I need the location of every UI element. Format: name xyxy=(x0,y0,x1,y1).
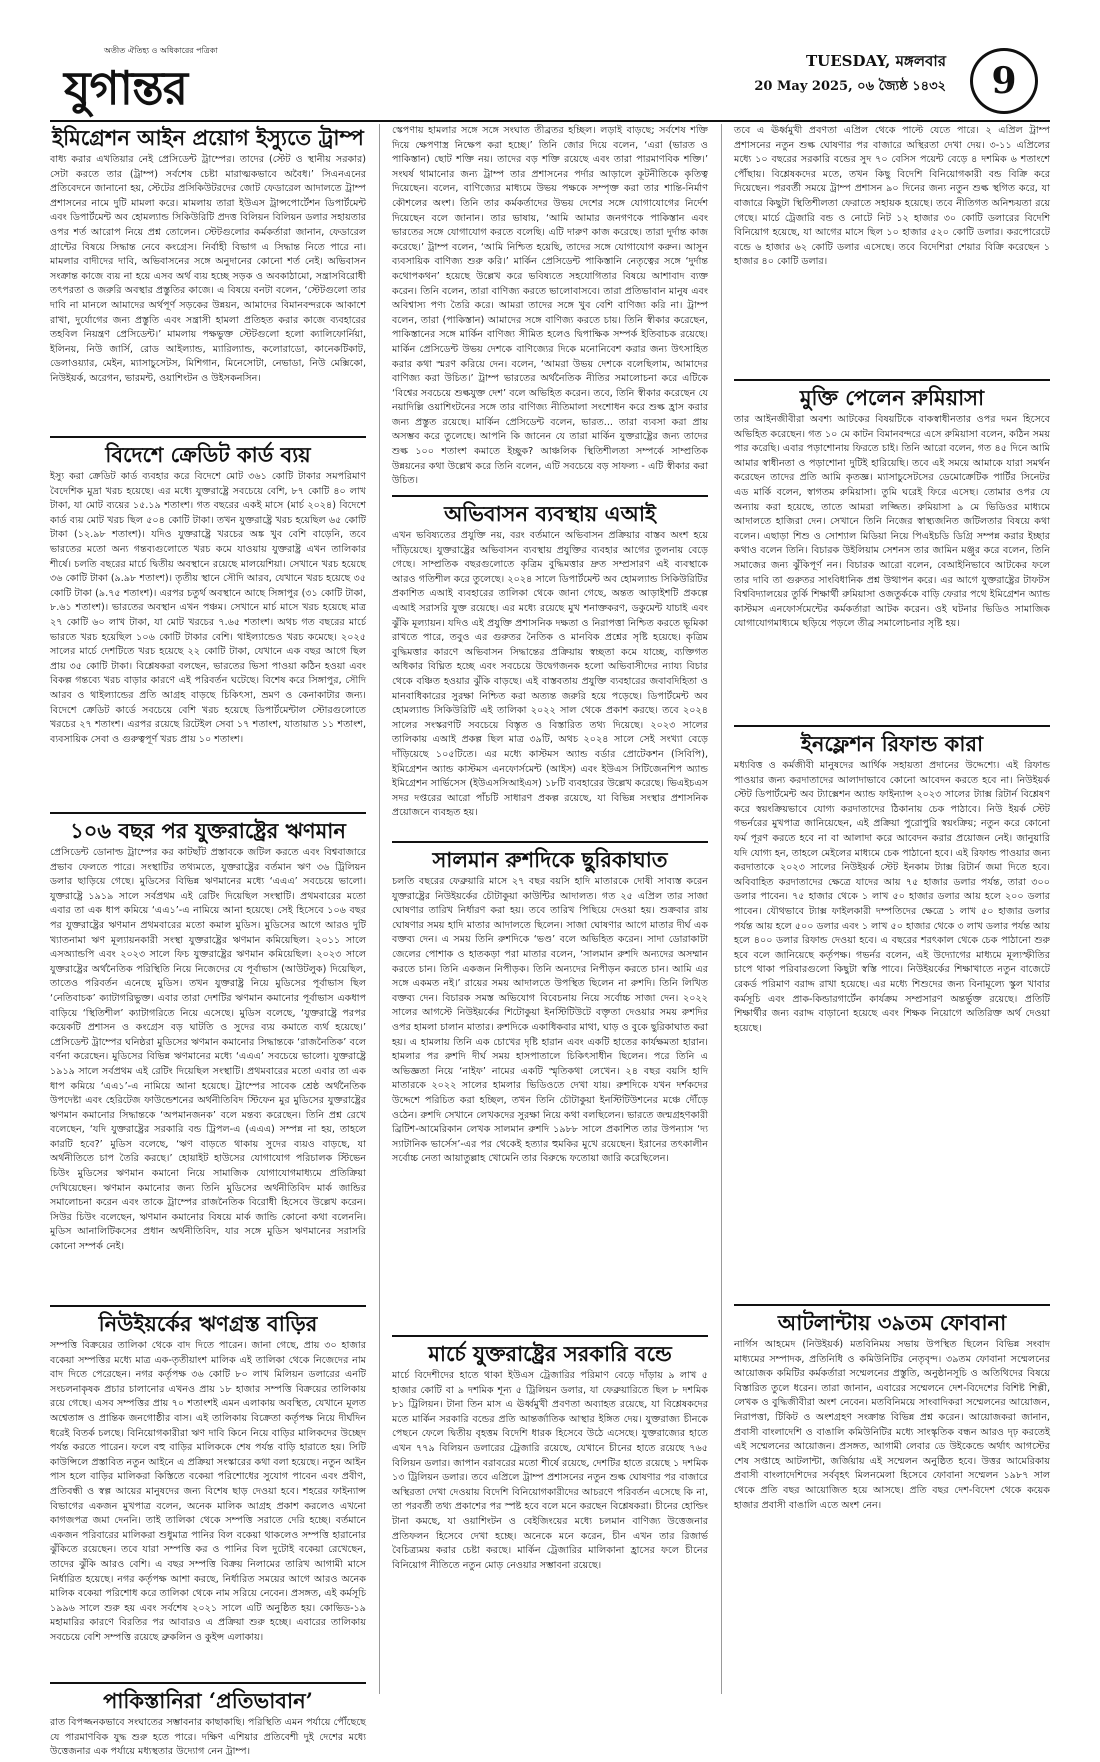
article-headline[interactable]: অভিবাসন ব্যবস্থায় এআই xyxy=(392,495,708,526)
article-body: রাত বিপজ্জনকভাবে সংঘাতের সম্ভাবনার কাছাকাছি। পরিস্থিতি এমন পর্যায়ে পৌঁছেছে যে পারমাণবিক যুদ্ধ শুরু হতে পারে। দক্ষিণ এশিয়ার প্রতিবেশী দুই দেশের মধ্যে উত্তেজনার এক পর্যায়ে মধ্যস্থতার উদ্যোগ নেন ট্রাম্প। xyxy=(50,1717,366,1758)
article-headline[interactable]: আটলান্টায় ৩৯তম ফোবানা xyxy=(734,1304,1050,1335)
dateline-date: 20 May 2025, ০৬ জ্যৈষ্ঠ ১৪৩২ xyxy=(754,79,946,94)
article-headline[interactable]: পাকিস্তানিরা ‘প্রতিভাবান’ xyxy=(50,1682,366,1713)
dateline-weekday: TUESDAY, মঙ্গলবার xyxy=(805,52,946,70)
article-headline[interactable]: নিউইয়র্কের ঋণগ্রস্ত বাড়ির xyxy=(50,1305,366,1336)
article-body: স্কেপণায় হামলার সঙ্গে সঙ্গে সংঘাত তীব্রতর হচ্ছিল। লড়াই বাড়ছে; সর্বশেষ শক্তি দিয়ে ক্ষেপণাস্ত্র নিক্ষেপ করা হচ্ছে।’ তিনি জোর দিয়ে বলেন, ‘এরা (ভারত ও পাকিস্তান) ছোট শক্তি নয়। তাদের বড় শক্তি রয়েছে এবং তারা পারমাণবিক শক্তি।’ সংঘর্ষ থামানোর জন্য ট্রাম্প তার প্রশাসনের পর্দার আড়ালে কূটনীতিকে কৃতিত্ব দিয়েছেন। বলেন, বাণিজ্যের মাধ্যমে উভয় পক্ষকে সম্পৃক্ত করা তার শান্তি-নির্মাণ কৌশলের অংশ। তিনি তার কর্মকর্তাদের উভয় দেশের সঙ্গে যোগাযোগের নির্দেশ দিয়েছেন বলে জানান। তার ভাষায়, ‘আমি আমার জনগণকে পাকিস্তান এবং ভারতের সঙ্গে যোগাযোগ করতে বলেছি। এটি দারুণ কাজ করেছে। তারা দুর্দান্ত কাজ করেছে।’ ট্রাম্প বলেন, ‘আমি নিশ্চিত হয়েছি, তাদের সঙ্গে যোগাযোগ করুন। আসুন ব্যবসায়িক বাণিজ্য শুরু করি।’ মার্কিন প্রেসিডেন্ট পাকিস্তানি নেতৃত্বের সঙ্গে ‘দুর্দান্ত কথোপকথন’ হয়েছে উল্লেখ করে ভবিষ্যতে সহযোগিতার বিষয়ে আশাবাদ ব্যক্ত করেন। তিনি বলেন, তারা বাণিজ্য করতে ভালোবাসবে। তারা প্রতিভাবান মানুষ এবং অবিশ্বাস্য পণ্য তৈরি করে। আমরা তাদের সঙ্গে খুব বেশি বাণিজ্য করি না। ট্রাম্প বলেন, তারা (পাকিস্তান) আমাদের সঙ্গে বাণিজ্য করতে চায়। তিনি স্বীকার করেছেন, পাকিস্তানের সঙ্গে মার্কিন বাণিজ্য সীমিত হলেও দ্বিপাক্ষিক সম্পর্ক ইতিবাচক রয়েছে। মার্কিন প্রেসিডেন্ট উভয় দেশকে বাণিজ্যের দিকে মনোনিবেশ করার জন্য উৎসাহিত করার কথা স্মরণ করিয়ে দেন। বলেন, ‘আমরা উভয় দেশকে বলেছিলাম, আমাদের বাণিজ্য করা উচিত।’ ট্রাম্প ভারতের অর্থনৈতিক নীতির সমালোচনা করে এটিকে ‘বিশ্বের সবচেয়ে শুল্কযুক্ত দেশ’ বলে অভিহিত করেন। তবে, তিনি স্বীকার করেছেন যে নয়াদিল্লি ওয়াশিংটনের সঙ্গে তার বাণিজ্য নীতিমালা সংশোধন করে শুল্ক হ্রাস করার জন্য প্রস্তুত রয়েছে। মার্কিন প্রেসিডেন্ট বলেন, ভারত... তারা ব্যবসা করা প্রায় অসম্ভব করে তুলেছে। আপনি কি জানেন যে তারা মার্কিন যুক্তরাষ্ট্রের জন্য তাদের শুল্ক ১০০ শতাংশ কমাতে ইচ্ছুক? আঞ্চলিক স্থিতিশীলতা সম্পর্কে সাম্প্রতিক উন্নয়নের কথা উল্লেখ করে তিনি বলেন, এটি সবচেয়ে বড় সাফল্য - এটি স্বীকার করা উচিত। xyxy=(392,125,708,487)
article-headline[interactable]: ইমিগ্রেশন আইন প্রয়োগ ইস্যুতে ট্রাম্প xyxy=(52,125,364,150)
article-body: নার্গিস আহমেদ (নিউইয়র্ক) মতবিনিময় সভায় উপস্থিত ছিলেন বিভিন্ন সংবাদ মাধ্যমের সম্পাদক, প্রতিনিধি ও কমিউনিটির নেতৃবৃন্দ। ৩৯তম ফোবানা সম্মেলনের আয়োজক কমিটির কর্মকর্তারা সম্মেলনের প্রস্তুতি, অনুষ্ঠানসূচি ও অতিথিদের বিষয়ে বিস্তারিত তুলে ধরেন। তারা জানান, এবারের সম্মেলনে দেশ-বিদেশের বিশিষ্ট শিল্পী, লেখক ও বুদ্ধিজীবীরা অংশ নেবেন। মতবিনিময়ে সাংবাদিকরা সম্মেলনের আয়োজন, নিরাপত্তা, টিকিট ও অংশগ্রহণ সংক্রান্ত বিভিন্ন প্রশ্ন করেন। আয়োজকরা জানান, প্রবাসী বাংলাদেশি ও বাঙালি কমিউনিটির মধ্যে সাংস্কৃতিক বন্ধন আরও দৃঢ় করতেই এই সম্মেলনের আয়োজন। প্রসঙ্গত, আগামী লেবার ডে উইকেন্ডে অর্থাৎ আগস্টের শেষ সপ্তাহে আটলান্টা, জর্জিয়ায় এই সম্মেলন অনুষ্ঠিত হবে। উত্তর আমেরিকায় প্রবাসী বাংলাদেশিদের সর্ববৃহৎ মিলনমেলা হিসেবে ফোবানা সম্মেলন ১৯৮৭ সাল থেকে প্রতি বছর আয়োজিত হয়ে আসছে। প্রতি বছর দেশ-বিদেশ থেকে কয়েক হাজার প্রবাসী বাঙালি এতে অংশ নেন। xyxy=(734,1339,1050,1511)
newspaper-logo xyxy=(56,44,256,116)
article-body: এখন ভবিষ্যতের প্রযুক্তি নয়, বরং বর্তমানে অভিবাসন প্রক্রিয়ার বাস্তব অংশ হয়ে দাঁড়িয়েছে। যুক্তরাষ্ট্রের অভিবাসন ব্যবস্থায় প্রযুক্তির ব্যবহার আগের তুলনায় বেড়ে গেছে। সাম্প্রতিক বছরগুলোতে কৃত্রিম বুদ্ধিমত্তার দ্রুত সম্প্রসারণ এই ব্যবস্থাকে আরও গতিশীল করে তুলেছে। ২০২৪ সালে ডিপার্টমেন্ট অব হোমল্যান্ড সিকিউরিটির প্রকাশিত এআই ব্যবহারের তালিকা থেকে জানা গেছে, অন্তত আড়াইশটি প্রকল্পে এআই সরাসরি যুক্ত রয়েছে। এর মধ্যে রয়েছে মুখ শনাক্তকরণ, ডকুমেন্ট যাচাই এবং ঝুঁকি মূল্যায়ন। যদিও এই প্রযুক্তি প্রশাসনিক দক্ষতা ও নিরাপত্তা নিশ্চিত করতে ভূমিকা রাখতে পারে, তবুও এর গুরুতর নৈতিক ও মানবিক প্রশ্নের সৃষ্টি হয়েছে। কৃত্রিম বুদ্ধিমত্তার কারণে অভিবাসন সিদ্ধান্তের প্রক্রিয়ায় স্বচ্ছতা কমে যাচ্ছে, ব্যক্তিগত অধিকার বিঘ্নিত হচ্ছে এবং সবচেয়ে উদ্বেগজনক হলো অভিবাসীদের ন্যায্য বিচার থেকে বঞ্চিত হওয়ার ঝুঁকি বাড়ছে। এই বাস্তবতায় প্রযুক্তি ব্যবহারের জবাবদিহিতা ও মানবাধিকারের সুরক্ষা নিশ্চিত করা অত্যন্ত জরুরি হয়ে পড়েছে। ডিপার্টমেন্ট অব হোমল্যান্ড সিকিউরিটি এই তালিকা ২০২২ সাল থেকে প্রকাশ করছে। তবে ২০২৪ সালের সংস্করণটি সবচেয়ে বিস্তৃত ও বিস্তারিত তথ্য দিয়েছে। ২০২৩ সালের তালিকায় এআই প্রকল্প ছিল মাত্র ৩৯টি, অথচ ২০২৪ সালে সেই সংখ্যা বেড়ে দাঁড়িয়েছে ১০৫টিতে। এর মধ্যে কাস্টমস অ্যান্ড বর্ডার প্রোটেকশন (সিবিপি), ইমিগ্রেশন অ্যান্ড কাস্টমস এনফোর্সমেন্ট (আইস) এবং ইউএস সিটিজেনশিপ অ্যান্ড ইমিগ্রেশন সার্ভিসেস (ইউএসসিআইএস) ১৮টি ব্যবহারের উল্লেখ করেছে। ভিএইচএস সদর দপ্তরের আরো পাঁচটি সাধারণ প্রকল্প রয়েছে, যা বিভিন্ন সংস্থার প্রশাসনিক প্রয়োজনে ব্যবহৃত হয়। xyxy=(392,530,708,819)
article-headline[interactable]: ইনফ্লেশন রিফান্ড কারা xyxy=(734,725,1050,756)
logo-tagline: অতীত ঐতিহ্য ও অধিকারের পত্রিকা xyxy=(104,46,218,55)
article-body: মধ্যবিত্ত ও কর্মজীবী মানুষদের আর্থিক সহায়তা প্রদানের উদ্দেশ্যে। এই রিফান্ড পাওয়ার জন্য করদাতাদের আলাদাভাবে কোনো আবেদন করতে হবে না। নিউইয়র্ক স্টেট ডিপার্টমেন্ট অব ট্যাক্সেশন অ্যান্ড ফাইন্যান্স ২০২৩ সালের ট্যাক্স রিটার্ন বিশ্লেষণ করে স্বয়ংক্রিয়ভাবে যোগ্য করদাতাদের ঠিকানায় চেক পাঠাবে। নিউ ইয়র্ক স্টেট গভর্নরের মুখপাত্র জানিয়েছেন, এই প্রক্রিয়া পুরোপুরি স্বয়ংক্রিয়; নতুন করে কোনো ফর্ম পূরণ করতে হবে না বা আলাদা করে আবেদন করার প্রয়োজন নেই। জানুয়ারি যদি যোগ্য হন, তাহলে মেইলের মাধ্যমে চেক পাঠানো হবে। এই রিফান্ড পাওয়ার জন্য করদাতাকে ২০২৩ সালের নিউইয়র্ক স্টেট ইনকাম ট্যাক্স রিটার্ন জমা দিতে হবে। অবিবাহিত করদাতাদের ক্ষেত্রে যাদের আয় ৭৫ হাজার ডলার পর্যন্ত, তারা ৩০০ ডলার পাবেন। ৭৫ হাজার থেকে ১ লাখ ৫০ হাজার ডলার আয় হলে ২০০ ডলার পাবেন। যৌথভাবে ট্যাক্স ফাইলকারী দম্পতিদের ক্ষেত্রে ১ লাখ ৫০ হাজার ডলার পর্যন্ত আয় হলে ৫০০ ডলার এবং ১ লাখ ৫০ হাজার থেকে ৩ লাখ ডলার পর্যন্ত আয় হলে ৪০০ ডলার রিফান্ড দেওয়া হবে। এ বছরের শরৎকাল থেকে চেক পাঠানো শুরু হবে বলে জানিয়েছে কর্তৃপক্ষ। গভর্নর বলেন, এই উদ্যোগের মাধ্যমে মূল্যস্ফীতির চাপে থাকা পরিবারগুলো কিছুটা স্বস্তি পাবে। নিউইয়র্কের শিক্ষাখাতে নতুন বাজেটে রেকর্ড পরিমাণ বরাদ্দ রাখা হয়েছে। এর মধ্যে শিশুদের জন্য বিনামূল্যে স্কুল খাবার কর্মসূচি এবং প্রাক-কিন্ডারগার্টেন কার্যক্রম সম্প্রসারণ অন্তর্ভুক্ত রয়েছে। প্রতিটি শিক্ষার্থীর জন্য বরাদ্দ বাড়ানো হয়েছে এবং শিক্ষক নিয়োগে অতিরিক্ত অর্থ দেওয়া হয়েছে। xyxy=(734,760,1050,1034)
article-headline[interactable]: ১০৬ বছর পর যুক্তরাষ্ট্রের ঋণমান xyxy=(50,812,366,843)
article-body: মার্চে বিদেশীদের হাতে থাকা ইউএস ট্রেজারির পরিমাণ বেড়ে দাঁড়ায় ৯ লাখ ৫ হাজার কোটি বা ৯ দশমিক শূন্য ৫ ট্রিলিয়ন ডলার, যা ফেব্রুয়ারিতে ছিল ৮ দশমিক ৮১ ট্রিলিয়ন। টানা তিন মাস এ ঊর্ধ্বমুখী প্রবণতা অব্যাহত রয়েছে, যা বিশ্লেষকদের মতে মার্কিন সরকারি বন্ডের প্রতি আন্তর্জাতিক আস্থার ইঙ্গিত দেয়। যুক্তরাজ্য চীনকে পেছনে ফেলে দ্বিতীয় বৃহত্তম বিদেশি ধারক হিসেবে উঠে এসেছে। যুক্তরাজ্যের হাতে এখন ৭৭৯ বিলিয়ন ডলারের ট্রেজারি রয়েছে, যেখানে চীনের হাতে রয়েছে ৭৬৫ বিলিয়ন ডলার। জাপান বরাবরের মতো শীর্ষে রয়েছে, দেশটির হাতে রয়েছে ১ দশমিক ১৩ ট্রিলিয়ন ডলার। তবে এপ্রিলে ট্রাম্প প্রশাসনের নতুন শুল্ক ঘোষণার পর বাজারে অস্থিরতা দেখা দেওয়ায় বিদেশি বিনিয়োগকারীদের আচরণে পরিবর্তন এসেছে কি না, তা পরবর্তী তথ্য প্রকাশের পর স্পষ্ট হবে বলে মনে করছেন বিশ্লেষকরা। চীনের হোল্ডিং টানা কমছে, যা ওয়াশিংটন ও বেইজিংয়ের মধ্যে চলমান বাণিজ্য উত্তেজনার প্রতিফলন হিসেবে দেখা হচ্ছে। অনেকে মনে করেন, চীন এখন তার রিজার্ভ বৈচিত্র্যময় করার চেষ্টা করছে। মার্কিন ট্রেজারির মালিকানা হ্রাসের ফলে চীনের বিনিয়োগ নীতিতে নতুন মোড় নেওয়ার সম্ভাবনা রয়েছে। xyxy=(392,1370,708,1571)
article-headline[interactable]: সালমান রুশদিকে ছুরিকাঘাত xyxy=(392,841,708,872)
article-headline[interactable]: মুক্তি পেলেন রুমিয়াসা xyxy=(734,379,1050,410)
article-body: তার আইনজীবীরা অবশ্য আটকের বিষয়টিকে বাকস্বাধীনতার ওপর দমন হিসেবে অভিহিত করেছেন। গত ১০ মে কাটন বিমানবন্দরে এসে রুমিয়াসা বলেন, কঠিন সময় পার করেছি। এবার পড়াশোনায় ফিরতে চাই। তিনি আরো বলেন, গত ৪৫ দিনে আমি আমার স্বাধীনতা ও পড়াশোনা দুটিই হারিয়েছি। তবে এই সময়ে আমাকে যারা সমর্থন করেছেন তাদের প্রতি আমি কৃতজ্ঞ। ম্যাসাচুসেটসের ডেমোক্রেটিক পার্টির সিনেটর এড মার্কি বলেন, স্বাগতম রুমিয়াসা। তুমি ঘরেই ফিরে এসেছ। তোমার ওপর যে অন্যায় করা হয়েছে, তাতে আমরা লজ্জিত। রুমিয়াসা ৯ মে ভিডিওর মাধ্যমে আদালতে হাজিরা দেন। সেখানে তিনি নিজের স্বাস্থ্যজনিত জটিলতার বিষয়ে কথা বলেন। এছাড়া শিশু ও সোশ্যাল মিডিয়া নিয়ে পিএইচডি ডিগ্রি সম্পন্ন করার ইচ্ছার কথাও বলেন তিনি। বিচারক উইলিয়াম সেশনস তার জামিন মঞ্জুর করে বলেন, তিনি সমাজের জন্য ঝুঁকিপূর্ণ নন। বিচারক আরো বলেন, বেআইনিভাবে আটকের ফলে তার দাবি তা গুরুতর সাংবিধানিক প্রশ্ন উত্থাপন করে। এর আগে যুক্তরাষ্ট্রের টাফটস বিশ্ববিদ্যালয়ের তুর্কি শিক্ষার্থী রুমিয়াসা ওজতুর্ককে বাড়ি ফেরার পথে ইমিগ্রেশন অ্যান্ড কাস্টমস এনফোর্সমেন্টের কর্মকর্তারা আটক করেন। ওই ঘটনার ভিডিও সামাজিক যোগাযোগমাধ্যমে ছড়িয়ে পড়লে তীব্র সমালোচনার সৃষ্টি হয়। xyxy=(734,414,1050,630)
dateline xyxy=(754,50,946,98)
masthead xyxy=(50,44,1050,120)
masthead-rule xyxy=(50,120,1050,122)
article-body: সম্পত্তি বিক্রয়ের তালিকা থেকে বাদ দিতে পারেন। জানা গেছে, প্রায় ৩০ হাজার বকেয়া সম্পত্তির মধ্যে মাত্র এক-তৃতীয়াংশ মালিক এই তালিকা থেকে নিজেদের নাম বাদ দিতে পেরেছেন। নগর কর্তৃপক্ষ ৩৬ কোটি ৮০ লাখ মিলিয়ন ডলারের এনটি সংচলনাকৃষক প্রচার চালানোর এখনও প্রায় ১৮ হাজার সম্পত্তি বিক্রয়ের তালিকায় রয়ে গেছে। এসব সম্পত্তির প্রায় ৭০ শতাংশই এমন এলাকায় অবস্থিত, যেখানে মূলত অশ্বেতাঙ্গ ও প্রান্তিক জনগোষ্ঠীর বাস। এই তালিকায় বিক্রেতা কর্তৃপক্ষ নিয়ে দীর্ঘদিন ধরেই বিতর্ক চলছে। বিনিয়োগকারীরা ঋণ দাবি কিনে নিয়ে বাড়ির মালিকদের উচ্ছেদ পর্যন্ত করতে পারেন। ফলে বহু বাড়ির মালিককে শেষ পর্যন্ত বাড়ি হারাতে হয়। সিটি কাউন্সিলে প্রস্তাবিত নতুন আইনে এ প্রক্রিয়া সংস্কারের কথা বলা হয়েছে। নতুন আইন পাস হলে বাড়ির মালিকরা কিস্তিতে বকেয়া পরিশোধের সুযোগ পাবেন এবং প্রবীণ, প্রতিবন্ধী ও স্বল্প আয়ের মানুষদের জন্য বিশেষ ছাড় দেওয়া হবে। শহরের ফাইন্যান্স বিভাগের একজন মুখপাত্র বলেন, অনেক মালিক আগ্রহ প্রকাশ করলেও এখনো কাগজপত্র জমা দেননি। তাই তালিকা থেকে সম্পত্তি সরাতে দেরি হচ্ছে। বর্তমানে একজন পরিবারের মালিকরা শুধুমাত্র পানির বিল বকেয়া থাকলেও সম্পত্তি হারানোর ঝুঁকিতে রয়েছেন। তবে যারা সম্পত্তি কর ও পানির বিল দুটোই বকেয়া রেখেছেন, তাদের ঝুঁকি আরও বেশি। এ বছর সম্পত্তি বিক্রয় নিলামের তারিখ আগামী মাসে নির্ধারিত হয়েছে। নগর কর্তৃপক্ষ আশা করছে, নির্ধারিত সময়ের আগে আরও অনেক মালিক বকেয়া পরিশোধ করে তালিকা থেকে নাম সরিয়ে নেবেন। প্রসঙ্গত, এই কর্মসূচি ১৯৯৬ সালে শুরু হয় এবং সর্বশেষ ২০২১ সালে এটি অনুষ্ঠিত হয়। কোভিড-১৯ মহামারির কারণে বিরতির পর আবারও এ প্রক্রিয়া শুরু হচ্ছে। এবারের তালিকায় সবচেয়ে বেশি সম্পত্তি রয়েছে ব্রুকলিন ও কুইন্স এলাকায়। xyxy=(50,1340,366,1643)
column-3 xyxy=(734,124,1050,1694)
article-body: চলতি বছরের ফেব্রুয়ারি মাসে ২৭ বছর বয়সি হাদি মাতারকে দোষী সাব্যস্ত করেন যুক্তরাষ্ট্রের নিউইয়র্কের চৌটাকুয়া কাউন্টির আদালত। গত ২৫ এপ্রিল তার সাজা ঘোষণার তারিখ নির্ধারণ করা হয়। তবে তারিখ পিছিয়ে দেওয়া হয়। শুক্রবার রায় ঘোষণার সময় হাদি মাতার আদালতে ছিলেন। সাজা ঘোষণার আগে মাতার দীর্ঘ এক বক্তব্য দেন। এ সময় তিনি রুশদিকে ‘ভণ্ড’ বলে অভিহিত করেন। সাদা ডোরাকাটা জেলের পোশাক ও হাতকড়া পরা মাতার বলেন, ‘সালমান রুশদি অন্যদের অসম্মান করতে চান। তিনি একজন নিপীড়ক। তিনি অন্যদের নিপীড়ন করতে চান। আমি এর সঙ্গে একমত নই।’ রায়ের সময় আদালতে উপস্থিত ছিলেন না রুশদি। তিনি লিখিত বক্তব্য দেন। বিচারক সমস্ত অভিযোগ বিবেচনায় নিয়ে সর্বোচ্চ সাজা দেন। ২০২২ সালের আগস্টে নিউইয়র্কের শিটোকুয়া ইনস্টিটিউটে বক্তৃতা দেওয়ার সময় রুশদির ওপর হামলা চালান মাতার। রুশদিকে একাধিকবার মাথা, ঘাড় ও বুকে ছুরিকাঘাত করা হয়। এ হামলায় তিনি এক চোখের দৃষ্টি হারান এবং একটি হাতের কার্যক্ষমতা হারান। হামলার পর রুশদি দীর্ঘ সময় হাসপাতালে চিকিৎসাধীন ছিলেন। পরে তিনি এ অভিজ্ঞতা নিয়ে ‘নাইফ’ নামের একটি স্মৃতিকথা লেখেন। ২৪ বছর বয়সি হাদি মাতারকে ২০২২ সালের হামলার ভিডিওতে দেখা যায়। রুশদিকে যখন দর্শকদের উদ্দেশে পরিচিত করা হচ্ছিল, তখন তিনি চৌটাকুয়া ইনস্টিটিউশনের মঞ্চে দৌঁড়ে ওঠেন। রুশদি সেখানে লেখকদের সুরক্ষা নিয়ে কথা বলছিলেন। ভারতে জন্মগ্রহণকারী ব্রিটিশ-আমেরিকান লেখক সালমান রুশদি ১৯৮৮ সালে প্রকাশিত তার উপন্যাস ‘দ্য স্যাটানিক ভার্সেস’-এর পর থেকেই হত্যার হুমকির মুখে রয়েছেন। ইরানের তৎকালীন সর্বোচ্চ নেতা আয়াতুল্লাহ খোমেনি তার বিরুদ্ধে ফতোয়া জারি করেছিলেন। xyxy=(392,876,708,1165)
article-headline[interactable]: মার্চে যুক্তরাষ্ট্রের সরকারি বন্ডে xyxy=(392,1335,708,1366)
article-body: বাধ্য করার এখতিয়ার নেই প্রেসিডেন্ট ট্রাম্পের। তাদের (স্টেট ও স্থানীয় সরকার) সেটা করতে তার (ট্রাম্প) সর্বশেষ চেষ্টা মারাত্মকভাবে অবৈধ।’ সিএনএনের প্রতিবেদনে জানানো হয়, স্টেটের প্রসিকিউটরদের জোট ফেডারেল আদালতে ট্রাম্প প্রশাসনের নামে দুটি মামলা করে। মামলায় তারা ইউএস ট্রান্সপোর্টেশন ডিপার্টমেন্ট এবং ডিপার্টমেন্ট অব হোমল্যান্ড সিকিউরিটি প্রদত্ত বিলিয়ন বিলিয়ন ডলার সহায়তার ওপর শর্ত আরোপ নিয়ে প্রশ্ন তোলেন। স্টেটগুলোর কর্মকর্তারা জানান, ফেডারেল গ্রান্টের বিষয়ে সিদ্ধান্ত নেবে কংগ্রেস। নির্বাহী বিভাগ এ সিদ্ধান্ত নিতে পারে না। মামলার বাদীদের দাবি, অভিবাসনের সঙ্গে অনুদানের কোনো শর্ত নেই। অভিবাসন সংক্রান্ত কাজে ব্যয় না হয়ে এসব অর্থ ব্যয় হচ্ছে সড়ক ও অবকাঠামো, সন্ত্রাসবিরোধী তৎপরতা ও জরুরি অবস্থার প্রস্তুতির কাজে। এ বিষয়ে বনটা বলেন, ‘স্টেটগুলো তার দাবি না মানলে আমাদের অর্থপূর্ণ সড়কের উন্নয়ন, আমাদের বিমানবন্দরকে আকাশে রাখা, দুর্যোগের জন্য প্রস্তুতি এবং সন্ত্রাসী হামলা প্রতিহত করার কাজে ব্যবহারের তহবিল নিয়ন্ত্রণ প্রেসিডেন্ট।’ মামলায় পক্ষভুক্ত স্টেটগুলো হলো ক্যালিফোর্নিয়া, ইলিনয়, নিউ জার্সি, রোড আইল্যান্ড, ম্যারিল্যান্ড, কলোরাডো, কানেকটিকাট, ডেলাওয়্যার, মেইন, ম্যাসাচুসেটস, মিশিগান, মিনেসোটা, নেভাডা, নিউ মেক্সিকো, নিউইয়র্ক, অরেগন, ভারমন্ট, ওয়াশিংটন ও উইসকনসিন। xyxy=(50,154,366,384)
column-1 xyxy=(50,124,366,1758)
logo-wordmark: যুগান্তর xyxy=(64,61,187,115)
column-divider xyxy=(379,124,380,1694)
article-body: ইস্যু করা ক্রেডিট কার্ড ব্যবহার করে বিদেশে মোট ৩৬১ কোটি টাকার সমপরিমাণ বৈদেশিক মুদ্রা খরচ হয়েছে। এর মধ্যে যুক্তরাষ্ট্রে সবচেয়ে বেশি, ৮৭ কোটি ৪০ লাখ টাকা, যা মোট ব্যয়ের ১৫.১৯ শতাংশ। গত বছরের একই মাসে (মার্চ ২০২৪) বিদেশে কার্ড ব্যয় মোট খরচ ছিল ৫০৪ কোটি টাকা। তখন যুক্তরাষ্ট্রে খরচ হয়েছিল ৬৫ কোটি টাকা (১২.৯৮ শতাংশ)। যদিও যুক্তরাষ্ট্রে খরচের অঙ্ক খুব বেশি বাড়েনি, তবে ভারতের মতো অন্য গন্তব্যগুলোতে খরচ কমে যাওয়ায় যুক্তরাষ্ট্র এখন তালিকার শীর্ষে। চলতি বছরের মার্চে দ্বিতীয় অবস্থানে রয়েছে মালয়েশিয়া। সেখানে খরচ হয়েছে ৩৬ কোটি টাকা (৯.৯৮ শতাংশ)। তৃতীয় স্থানে সৌদি আরব, যেখানে খরচ হয়েছে ৩৫ কোটি টাকা (৯.৭৫ শতাংশ)। এরপর চতুর্থ অবস্থানে আছে সিঙ্গাপুর (৩১ কোটি টাকা, ৮.৬১ শতাংশ)। ভারতের অবস্থান এখন পঞ্চম। সেখানে মার্চ মাসে খরচ হয়েছে মাত্র ২৭ কোটি ৬০ লাখ টাকা, যা মোট খরচের ৭.৬৫ শতাংশ। অথচ গত বছরের মার্চে ভারতে খরচ হয়েছিল ১০৬ কোটি টাকার বেশি। থাইল্যান্ডেও খরচ কমেছে। ২০২৫ সালের মার্চে দেশটিতে খরচ হয়েছে ২২ কোটি টাকা, যেখানে এক বছর আগে ছিল প্রায় ৩৫ কোটি টাকা। বিশ্লেষকরা বলছেন, ভারতের ভিসা পাওয়া কঠিন হওয়া এবং বিকল্প গন্তব্যে খরচ বাড়ার কারণে এই পরিবর্তন ঘটেছে। বিশেষ করে সিঙ্গাপুর, সৌদি আরব ও থাইল্যান্ডের প্রতি আগ্রহ বাড়ছে চিকিৎসা, ভ্রমণ ও কেনাকাটার জন্য। বিদেশে ক্রেডিট কার্ডে সবচেয়ে বেশি খরচ হয়েছে ডিপার্টমেন্টাল স্টোরগুলোতে খরচের ২৭ শতাংশ। এরপর রয়েছে রিটেইল সেবা ১৭ শতাংশ, যাতায়াত ১১ শতাংশ, ব্যবসায়িক সেবা ও গুরুত্বপূর্ণ খরচ প্রায় ১০ শতাংশ। xyxy=(50,471,366,745)
article-body: তবে এ ঊর্ধ্বমুখী প্রবণতা এপ্রিল থেকে পাল্টে যেতে পারে। ২ এপ্রিল ট্রাম্প প্রশাসনের নতুন শুল্ক ঘোষণার পর বাজারে অস্থিরতা দেখা দেয়। ৩-১১ এপ্রিলের মধ্যে ১০ বছরের সরকারি বন্ডের সুদ ৭০ বেসিস পয়েন্ট বেড়ে ৪ দশমিক ৬ শতাংশে পৌঁছায়। বিশ্লেষকদের মতে, তখন কিছু বিদেশি বিনিয়োগকারী বন্ড বিক্রি করে দিয়েছেন। পরবর্তী সময়ে ট্রাম্প প্রশাসন ৯০ দিনের জন্য নতুন শুল্ক স্থগিত করে, যা বাজারে কিছুটা স্থিতিশীলতা ফেরাতে সহায়ক হয়েছে। তবে নীতিগত অনিশ্চয়তা রয়ে গেছে। মার্চে ট্রেজারি বন্ড ও নোটে নিট ১২ হাজার ৩০ কোটি ডলারের বিদেশি বিনিয়োগ হয়েছে, যা আগের মাসে ছিল ১০ হাজার ৫২০ কোটি ডলার। করপোরেটে বন্ডে ৬ হাজার ৬২ কোটি ডলার এসেছে। তবে বিদেশিরা শেয়ার বিক্রি করেছেন ১ হাজার ৪০ কোটি ডলার। xyxy=(734,125,1050,268)
article-body: প্রেসিডেন্ট ডোনাল্ড ট্রাম্পের কর কাটছাঁট প্রস্তাবকে জটিল করতে এবং বিশ্ববাজারে প্রভাব ফেলতে পারে। সংস্থাটির তথ্যমতে, যুক্তরাষ্ট্রের বর্তমান ঋণ ৩৬ ট্রিলিয়ন ডলার ছাড়িয়ে গেছে। মুডিসের বিভিন্ন ঋণমানের মধ্যে ‘এএএ’ সবচেয়ে ভালো। যুক্তরাষ্ট্রে ১৯১৯ সালে সর্বপ্রথম এই রেটিং দিয়েছিল সংস্থাটি। প্রথমবারের মতো এবার তা এক ধাপ কমিয়ে ‘এএ১’-এ নামিয়ে আনা হয়েছে। সেই হিসেবে ১০৬ বছর পর যুক্তরাষ্ট্রের ঋণমান প্রথমবারের মতো কমাল মুডিস। মুডিসের আগে আরও দুটি খ্যাতনামা ঋণ মূল্যায়নকারী সংস্থা যুক্তরাষ্ট্রের ঋণমান কমিয়েছিল। ২০১১ সালে এসঅ্যান্ডপি এবং ২০২৩ সালে ফিচ যুক্তরাষ্ট্রের ঋণমান কমিয়েছিল। ২০২৩ সালে যুক্তরাষ্ট্রের অর্থনৈতিক পরিস্থিতি নিয়ে নিজেদের যে পূর্বাভাস (আউটলুক) দিয়েছিল, তাতেও পরিবর্তন এনেছে মুডিস। তখন যুক্তরাষ্ট্র নিয়ে মুডিসের পূর্বাভাস ছিল ‘নেতিবাচক’ ক্যাটাগরিভুক্ত। এবার তারা দেশটির ঋণমান কমানোর পূর্বাভাস একধাপ বাড়িয়ে ‘স্থিতিশীল’ ক্যাটাগরিতে নিয়ে এসেছে। মুডিস বলেছে, ‘যুক্তরাষ্ট্রে পরপর কয়েকটি প্রশাসন ও কংগ্রেস বড় ঘাটতি ও সুদের ব্যয় কমাতে ব্যর্থ হয়েছে।’ প্রেসিডেন্ট ট্রাম্পের ঘনিষ্ঠরা মুডিসের ঋণমান কমানোর সিদ্ধান্তকে ‘রাজনৈতিক’ বলে বর্ণনা করেছেন। মুডিসের বিভিন্ন ঋণমানের মধ্যে ‘এএএ’ সবচেয়ে ভালো। যুক্তরাষ্ট্রে ১৯১৯ সালে সর্বপ্রথম এই রেটিং দিয়েছিল সংস্থাটি। প্রথমবারের মতো এবার তা এক ধাপ কমিয়ে ‘এএ১’-এ নামিয়ে আনা হয়েছে। ট্রাম্পের সাবেক শ্রেষ্ঠ অর্থনৈতিক উপদেষ্টা এবং হেরিটেজ ফাউন্ডেশনের অর্থনীতিবিদ স্টিফেন মুর মুডিসের যুক্তরাষ্ট্রের ঋণমান কমানোর সিদ্ধান্তকে ‘অপমানজনক’ বলে মন্তব্য করেছেন। তিনি প্রশ্ন রেখে বলেছেন, ‘যদি যুক্তরাষ্ট্রের সরকারি বন্ড ট্রিপল-এ (এএএ) সম্পন্ন না হয়, তাহলে কারটি হবে?’ মুডিস বলেছে, ‘ঋণ বাড়তে থাকায় সুদের ব্যয়ও বাড়ছে, যা অর্থনীতিতে চাপ তৈরি করছে।’ হোয়াইট হাউসের যোগাযোগ পরিচালক স্টিভেন চিউং মুডিসের ঋণমান কমানো নিয়ে সামাজিক যোগাযোগমাধ্যমে প্রতিক্রিয়া দেখিয়েছেন। ঋণমান কমানোর জন্য তিনি মুডিসের অর্থনীতিবিদ মার্ক জান্ডির সমালোচনা করেন এবং তাকে ট্রাম্পের রাজনৈতিক বিরোধী হিসেবে উল্লেখ করেন। সিউর চিউং বলেছেন, ঋণমান কমানোর বিষয়ে মার্ক জান্ডি কোনো কথা বলেননি। মুডিস আনালিটিকসের প্রধান অর্থনীতিবিদ, যার সঙ্গে মুডিস ঋণমানের সরাসরি কোনো সম্পর্ক নেই। xyxy=(50,847,366,1253)
article-headline[interactable]: বিদেশে ক্রেডিট কার্ড ব্যয় xyxy=(50,436,366,467)
column-divider xyxy=(721,124,722,1694)
article-columns xyxy=(50,124,1050,1758)
column-2 xyxy=(392,124,708,1694)
page-number-badge: 9 xyxy=(970,48,1038,114)
